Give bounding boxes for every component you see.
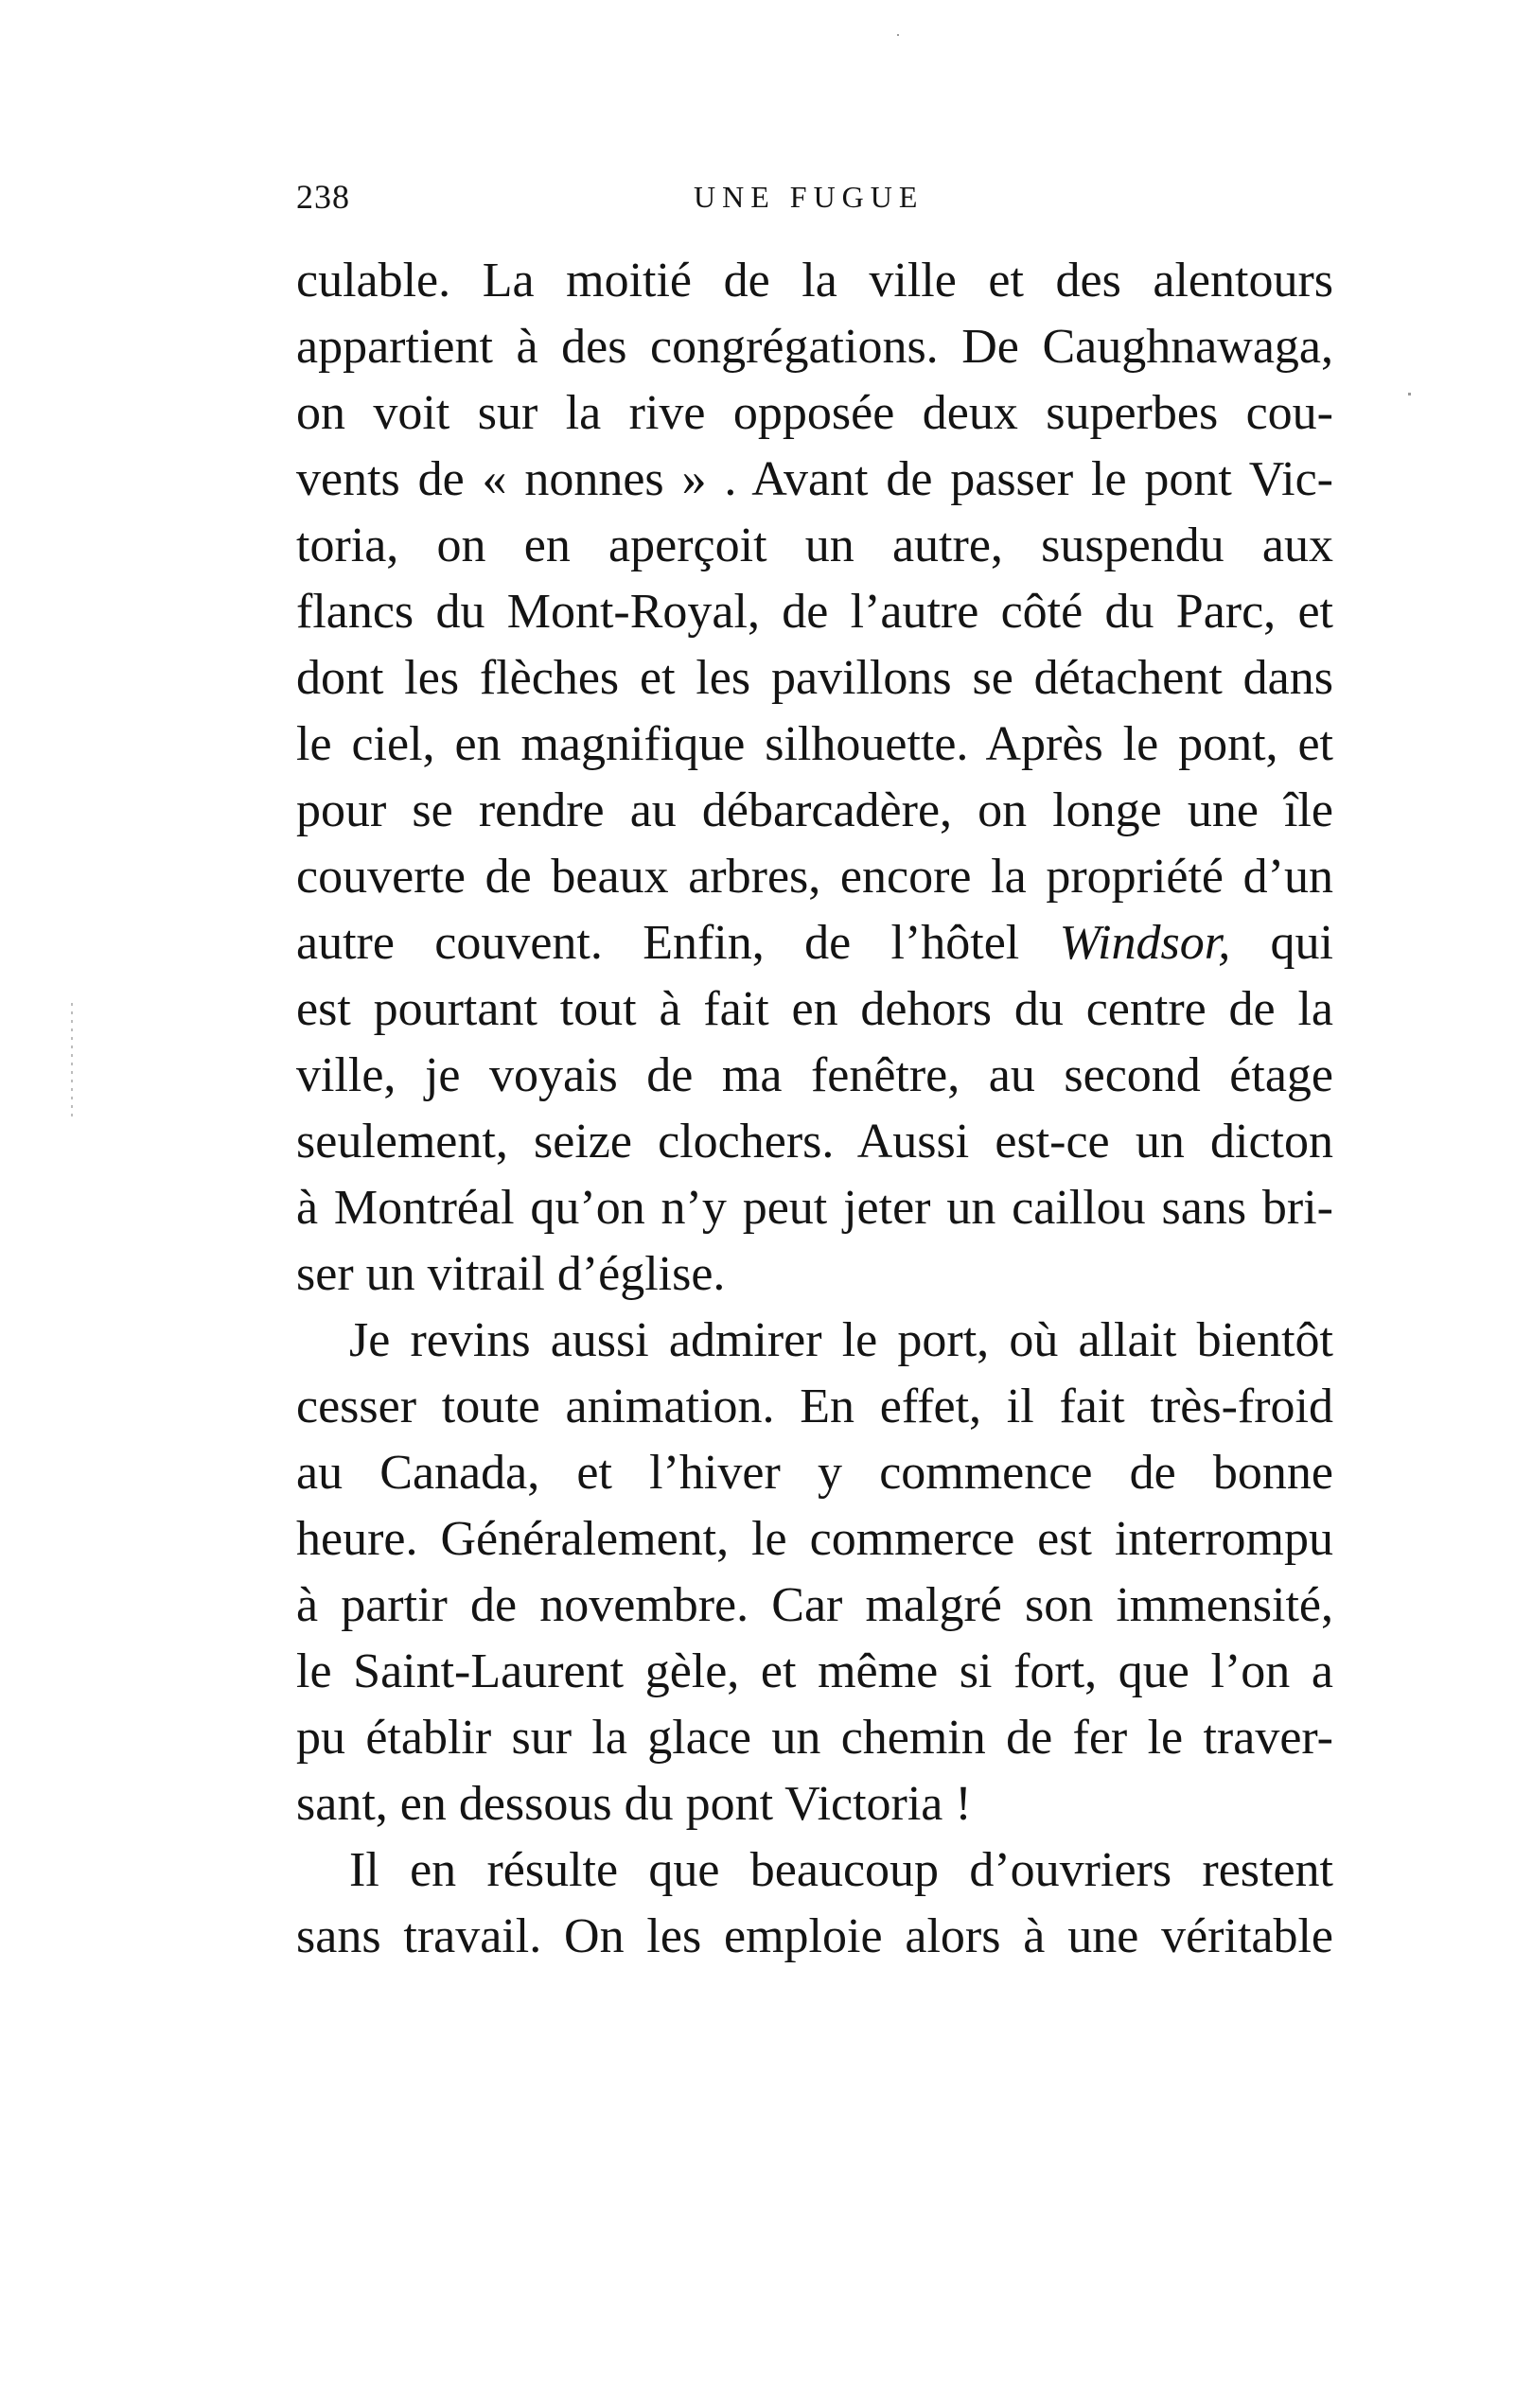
text-line: seulement, seize clochers. Aussi est-ce un dicton: [296, 1115, 1333, 1169]
text-line: le Saint-Laurent gèle, et même si fort, que l’on a: [296, 1644, 1333, 1698]
text-line: vents de « nonnes » . Avant de passer le pont Vic-: [296, 452, 1333, 506]
running-title: UNE FUGUE: [694, 180, 925, 214]
margin-dotted-mark: [71, 1003, 73, 1116]
text-line: pour se rendre au débarcadère, on longe une île: [296, 783, 1333, 837]
text-line: culable. La moitié de la ville et des alentours: [296, 254, 1333, 308]
paper-speck: [897, 34, 899, 36]
body-text: [296, 248, 1333, 1970]
text-line: cesser toute animation. En effet, il fait très-froid: [296, 1380, 1333, 1433]
text-line: le ciel, en magnifique silhouette. Après le pont, et: [296, 717, 1333, 771]
text-line: sans travail. On les emploie alors à une véritable: [296, 1909, 1333, 1963]
text-line: ser un vitrail d’église.: [296, 1247, 726, 1301]
text-line: toria, on en aperçoit un autre, suspendu aux: [296, 519, 1333, 572]
text-line: appartient à des congrégations. De Caughnawaga,: [296, 320, 1333, 374]
text-line: heure. Généralement, le commerce est interrompu: [296, 1512, 1333, 1566]
italic-hotel-name: Windsor,: [1059, 916, 1231, 970]
text-line: à Montréal qu’on n’y peut jeter un caillou sans bri-: [296, 1181, 1333, 1235]
page-number: 238: [296, 178, 350, 216]
text-line: dont les flèches et les pavillons se détachent dans: [296, 651, 1333, 705]
text-line: est pourtant tout à fait en dehors du centre de la: [296, 982, 1333, 1036]
text-line: sant, en dessous du pont Victoria !: [296, 1777, 972, 1831]
text-line: à partir de novembre. Car malgré son immensité,: [296, 1578, 1333, 1632]
text-line: pu établir sur la glace un chemin de fer le traver-: [296, 1711, 1333, 1765]
text-line-part: qui: [1270, 916, 1333, 970]
text-line: au Canada, et l’hiver y commence de bonne: [296, 1446, 1333, 1500]
paper-speck: [1408, 393, 1411, 395]
text-line: flancs du Mont-Royal, de l’autre côté du Parc, et: [296, 585, 1333, 639]
text-line: Il en résulte que beaucoup d’ouvriers restent: [349, 1843, 1333, 1897]
running-head: [296, 176, 1333, 218]
text-line: on voit sur la rive opposée deux superbes cou-: [296, 386, 1333, 440]
text-line: ville, je voyais de ma fenêtre, au second étage: [296, 1048, 1333, 1102]
text-line: [296, 910, 1333, 976]
text-line-part: autre couvent. Enfin, de l’hôtel: [296, 916, 1020, 970]
text-line: Je revins aussi admirer le port, où allait bientôt: [349, 1313, 1333, 1367]
text-line: couverte de beaux arbres, encore la propriété d’un: [296, 850, 1333, 904]
